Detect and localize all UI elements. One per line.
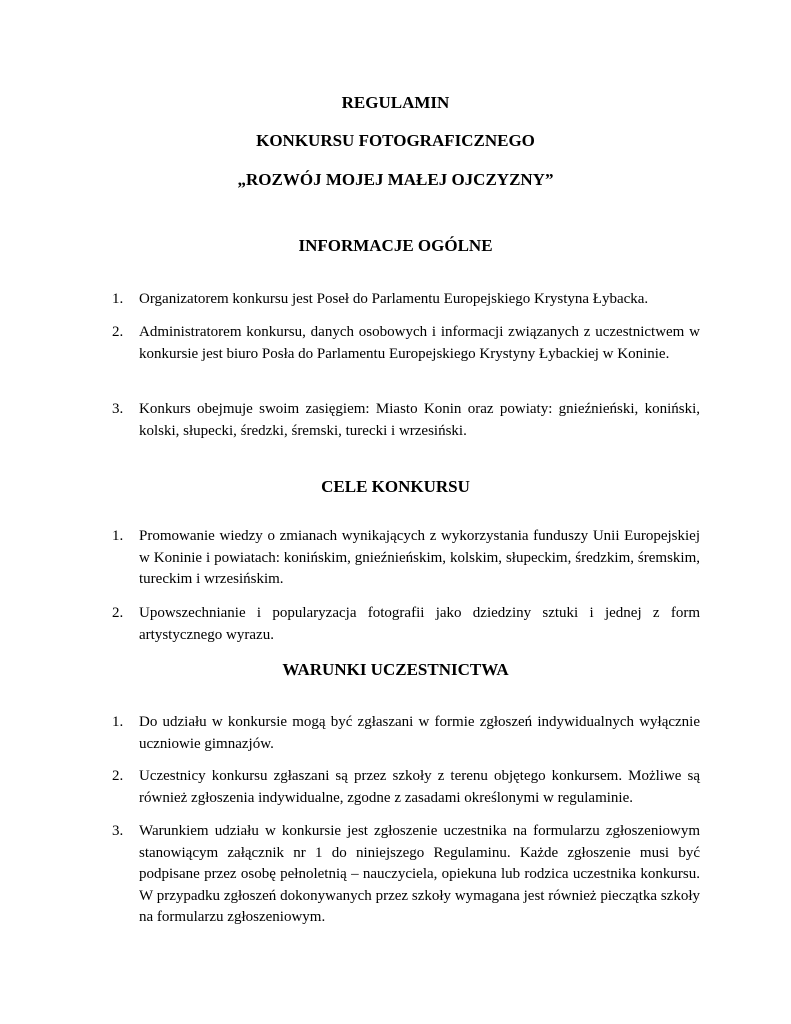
list-item-number: 1. xyxy=(112,291,124,307)
section-heading-goals: CELE KONKURSU xyxy=(321,477,470,496)
list-item-number: 3. xyxy=(112,823,124,839)
list-item xyxy=(112,766,700,809)
list-item-text: Organizatorem konkursu jest Poseł do Parlamentu Europejskiego Krystyna Łybacka. xyxy=(139,291,649,307)
document-title-line-3: „ROZWÓJ MOJEJ MAŁEJ OJCZYZNY” xyxy=(237,170,554,189)
list-item-number: 2. xyxy=(112,605,124,621)
section-heading-general-info: INFORMACJE OGÓLNE xyxy=(298,236,493,255)
list-item xyxy=(112,712,700,755)
list-item xyxy=(112,821,700,929)
list-item-text: Upowszechnianie i popularyzacja fotografii jako dziedziny sztuki i jednej z form artystycznego wyrazu. xyxy=(139,605,700,643)
section-heading-participation-conditions: WARUNKI UCZESTNICTWA xyxy=(282,660,509,679)
list-item xyxy=(112,526,700,591)
list-item-number: 1. xyxy=(112,714,124,730)
list-item-text: Konkurs obejmuje swoim zasięgiem: Miasto Konin oraz powiaty: gnieźnieński, koniński, kolski, słupecki, średzki, śremski, turecki i wrzesiński. xyxy=(139,401,700,439)
list-item-number: 2. xyxy=(112,324,124,340)
list-item xyxy=(112,322,700,365)
document-title-line-2: KONKURSU FOTOGRAFICZNEGO xyxy=(256,131,535,150)
list-item-number: 3. xyxy=(112,401,124,417)
list-item xyxy=(112,603,700,646)
list-item-text: Administratorem konkursu, danych osobowych i informacji związanych z uczestnictwem w konkursie jest biuro Posła do Parlamentu Europejskiego Krystyny Łybackiej w Koninie. xyxy=(139,324,700,362)
list-item-text: Warunkiem udziału w konkursie jest zgłoszenie uczestnika na formularzu zgłoszeniowym stanowiącym załącznik nr 1 do niniejszego Regulaminu. Każde zgłoszenie musi być podpisane przez osobę pełnoletnią – nauczyciela, opiekuna lub rodzica uczestnika konkursu. W przypadku zgłoszeń dokonywanych przez szkoły wymagana jest również pieczątka szkoły na formularzu zgłoszeniowym. xyxy=(139,823,700,925)
list-item-number: 2. xyxy=(112,768,124,784)
document-title-line-1: REGULAMIN xyxy=(341,93,450,112)
list-item-text: Promowanie wiedzy o zmianach wynikających z wykorzystania funduszy Unii Europejskiej w Koninie i powiatach: konińskim, gnieźnieńskim, kolskim, słupeckim, średzkim, śremskim, tureckim i wrzesińskim. xyxy=(139,528,700,587)
list-item xyxy=(112,289,700,311)
list-item xyxy=(112,399,700,442)
list-item-text: Uczestnicy konkursu zgłaszani są przez szkoły z terenu objętego konkursem. Możliwe są również zgłoszenia indywidualne, zgodne z zasadami określonymi w regulaminie. xyxy=(139,768,700,806)
list-item-number: 1. xyxy=(112,528,124,544)
list-item-text: Do udziału w konkursie mogą być zgłaszani w formie zgłoszeń indywidualnych wyłącznie uczniowie gimnazjów. xyxy=(139,714,700,752)
